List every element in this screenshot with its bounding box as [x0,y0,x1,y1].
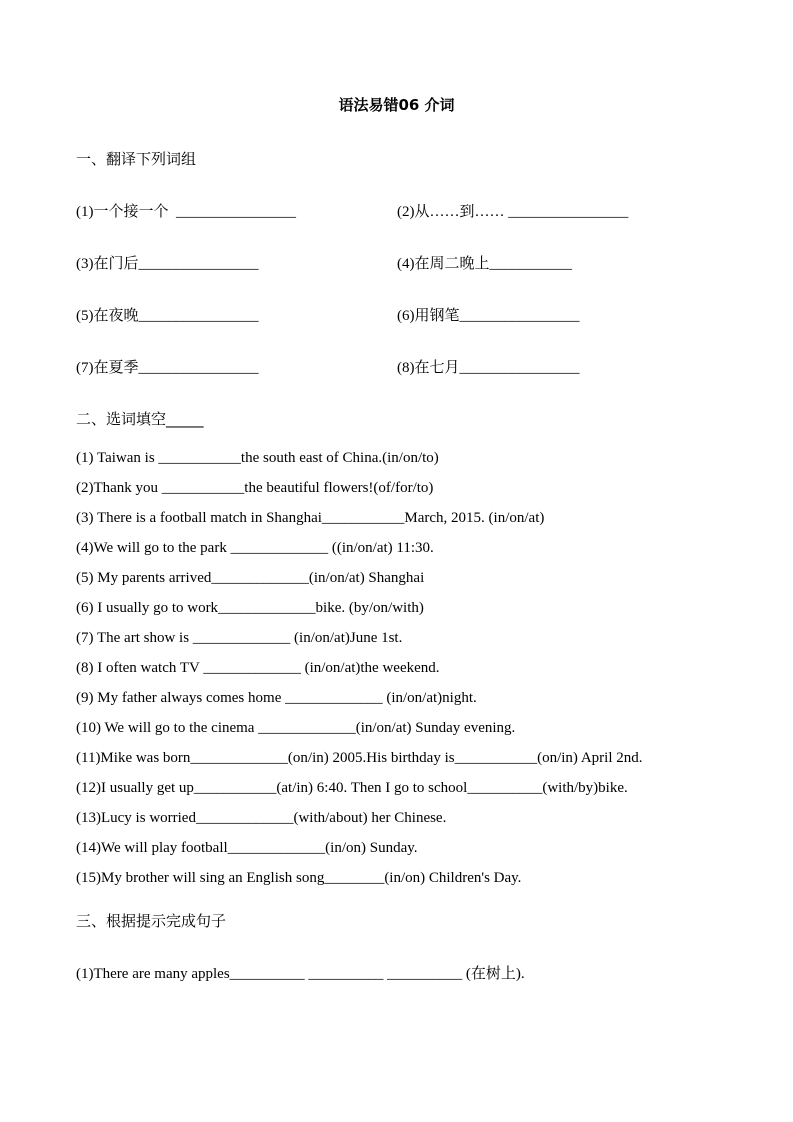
fill-blank-item-7: (7) The art show is _____________ (in/on/at)June 1st. [76,630,403,646]
fill-blank-item-3: (3) There is a football match in Shanghai___________March, 2015. (in/on/at) [76,510,545,526]
section-heading-translate: 一、翻译下列词组 [76,150,197,168]
fill-blank-item-15: (15)My brother will sing an English song________(in/on) Children's Day. [76,870,522,886]
page-title: 语法易错06 介词 [338,96,455,114]
translate-item-3: (3)在门后________________ [76,256,259,272]
fill-blank-item-10: (10) We will go to the cinema _____________(in/on/at) Sunday evening. [76,720,516,736]
translate-item-1: (1)一个接一个 ________________ [76,204,296,220]
complete-sentence-item-1: (1)There are many apples__________ __________ __________ (在树上). [76,966,525,982]
fill-blank-item-12: (12)I usually get up___________(at/in) 6:40. Then I go to school__________(with/by)bike. [76,780,628,796]
translate-item-4: (4)在周二晚上___________ [397,256,572,272]
fill-blank-item-9: (9) My father always comes home _____________ (in/on/at)night. [76,690,477,706]
fill-blank-item-6: (6) I usually go to work_____________bike. (by/on/with) [76,600,424,616]
fill-blank-item-5: (5) My parents arrived_____________(in/on/at) Shanghai [76,570,425,586]
fill-blank-item-13: (13)Lucy is worried_____________(with/about) her Chinese. [76,810,447,826]
fill-blank-item-14: (14)We will play football_____________(in/on) Sunday. [76,840,418,856]
translate-item-5: (5)在夜晚________________ [76,308,259,324]
translate-item-2: (2)从……到…… ________________ [397,204,629,220]
translate-item-6: (6)用钢笔________________ [397,308,580,324]
section-heading-fill-blank: 二、选词填空_____ [76,410,204,428]
fill-blank-item-1: (1) Taiwan is ___________the south east of China.(in/on/to) [76,450,439,466]
fill-blank-item-11: (11)Mike was born_____________(on/in) 2005.His birthday is___________(on/in) April 2nd. [76,750,643,766]
section-heading-complete-sentences: 三、根据提示完成句子 [76,912,227,930]
fill-blank-item-8: (8) I often watch TV _____________ (in/on/at)the weekend. [76,660,440,676]
fill-blank-item-4: (4)We will go to the park _____________ ((in/on/at) 11:30. [76,540,434,556]
translate-item-8: (8)在七月________________ [397,360,580,376]
translate-item-7: (7)在夏季________________ [76,360,259,376]
fill-blank-item-2: (2)Thank you ___________the beautiful flowers!(of/for/to) [76,480,434,496]
